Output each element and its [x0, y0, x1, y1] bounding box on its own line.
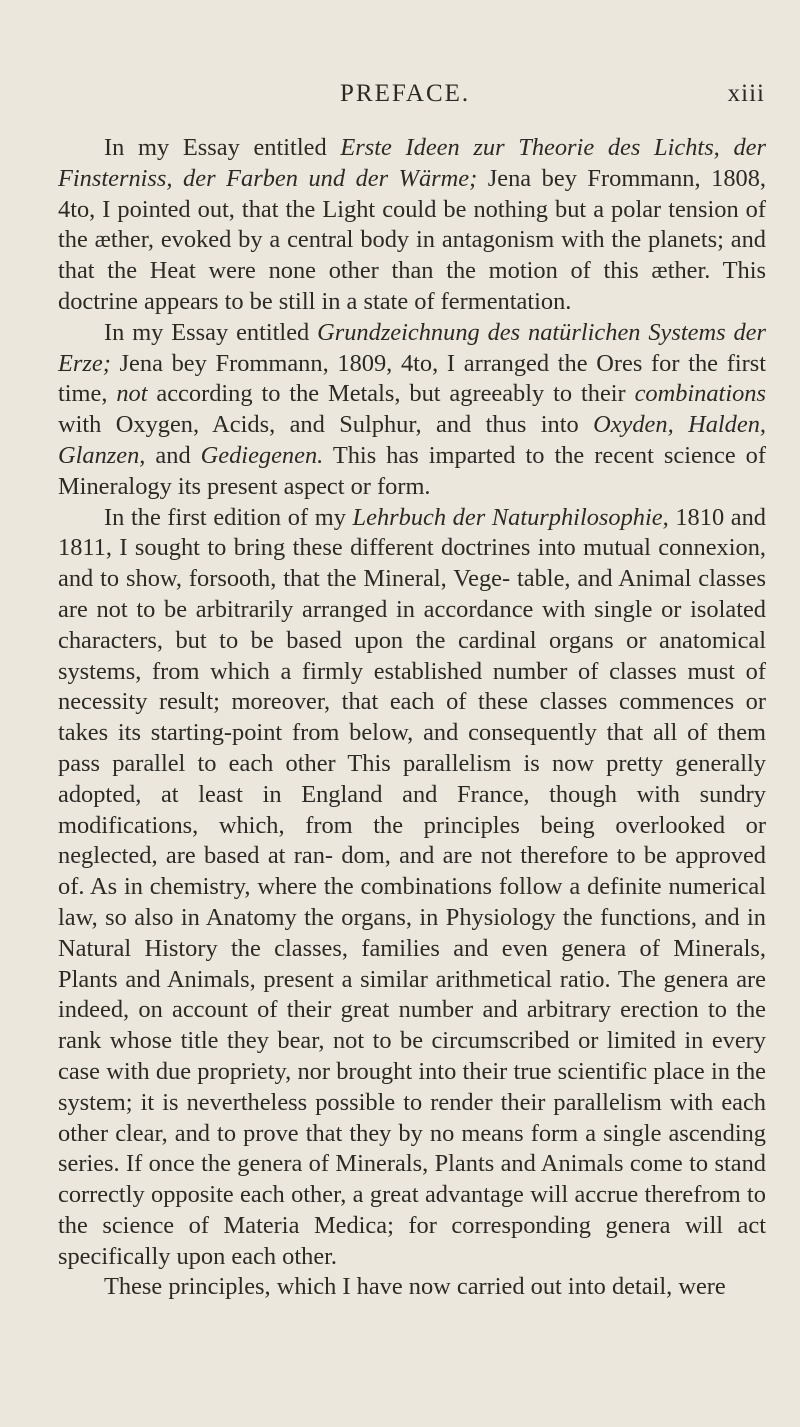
- book-title: Lehrbuch der Naturphilosophie,: [352, 503, 669, 531]
- emphasis: not: [116, 380, 148, 408]
- emphasis: Oxyden, Halden, Glanzen,: [58, 411, 766, 469]
- emphasis: combinations: [634, 380, 766, 408]
- paragraph-2: [58, 318, 766, 503]
- book-title: Erste Ideen zur Theorie des Lichts, der Finsterniss, der Farben und der Wärme;: [58, 134, 766, 192]
- text-run: In the first edition of my: [104, 503, 353, 531]
- text-run: according to the Metals, but agreeably to their: [147, 380, 635, 408]
- text-run: with Oxygen, Acids, and Sulphur, and thus into: [58, 411, 594, 439]
- text-run: Jena bey Frommann, 1809, 4to, I arranged the Ores for the first time,: [58, 349, 766, 408]
- text-run: and: [145, 441, 201, 469]
- text-run: In my Essay entitled: [104, 318, 318, 346]
- text-run: These principles, which I have now carried out into detail, were: [104, 1273, 726, 1301]
- paragraph-3: [58, 503, 766, 1273]
- text-run: 1810 and 1811, I sought to bring these different doctrines into mutual connexion, and to show, forsooth, that the Mineral, Vege- table, and Animal classes are not to be arbitrarily arranged in accordance with single or isolated characters, but to be based upon the cardinal organs or anatomical systems, from which a firmly established number of classes must of necessity result; moreover, that each of these classes commences or takes its starting-point from below, and consequently that all of them pass parallel to each other This parallelism is now pretty generally adopted, at least in England and France, though with sundry modifications, which, from the principles being overlooked or neglected, are based at ran- dom, and are not therefore to be approved of. As in chemistry, where the combinations follow a definite numerical law, so also in Anatomy the organs, in Physiology the functions, and in Natural History the classes, families and even genera of Minerals, Plants and Animals, present a similar arithmetical ratio. The genera are indeed, on account of their great number and arbitrary erection to the rank whose title they bear, not to be circumscribed or limited in every case with due propriety, nor brought into their true scientific place in the system; it is nevertheless possible to render their parallelism with each other clear, and to prove that they by no means form a single ascending series. If once the genera of Minerals, Plants and Animals come to stand correctly opposite each other, a great advantage will accrue therefrom to the science of Materia Medica; for corresponding genera will act specifically upon each other.: [58, 503, 767, 1270]
- page-number: xiii: [727, 80, 765, 107]
- book-title: Grundzeichnung des natürlichen Systems der Erze;: [58, 318, 766, 377]
- emphasis: Gediegenen.: [200, 441, 324, 469]
- running-title: PREFACE.: [340, 80, 471, 107]
- paragraph-1: [58, 133, 766, 318]
- running-header: [60, 80, 765, 120]
- body-text: [58, 133, 766, 1303]
- text-run: In my Essay entitled: [104, 134, 341, 161]
- text-run: Jena bey Frommann, 1808, 4to, I pointed out, that the Light could be nothing but a polar tension of the æther, evoked by a central body in antagonism with the planets; and that the Heat were none other than the motion of this æther. This doctrine appears to be still in a state of fermentation.: [58, 164, 766, 315]
- text-run: This has imparted to the recent science of Mineralogy its present aspect or form.: [58, 441, 766, 500]
- paragraph-4: [58, 1272, 766, 1303]
